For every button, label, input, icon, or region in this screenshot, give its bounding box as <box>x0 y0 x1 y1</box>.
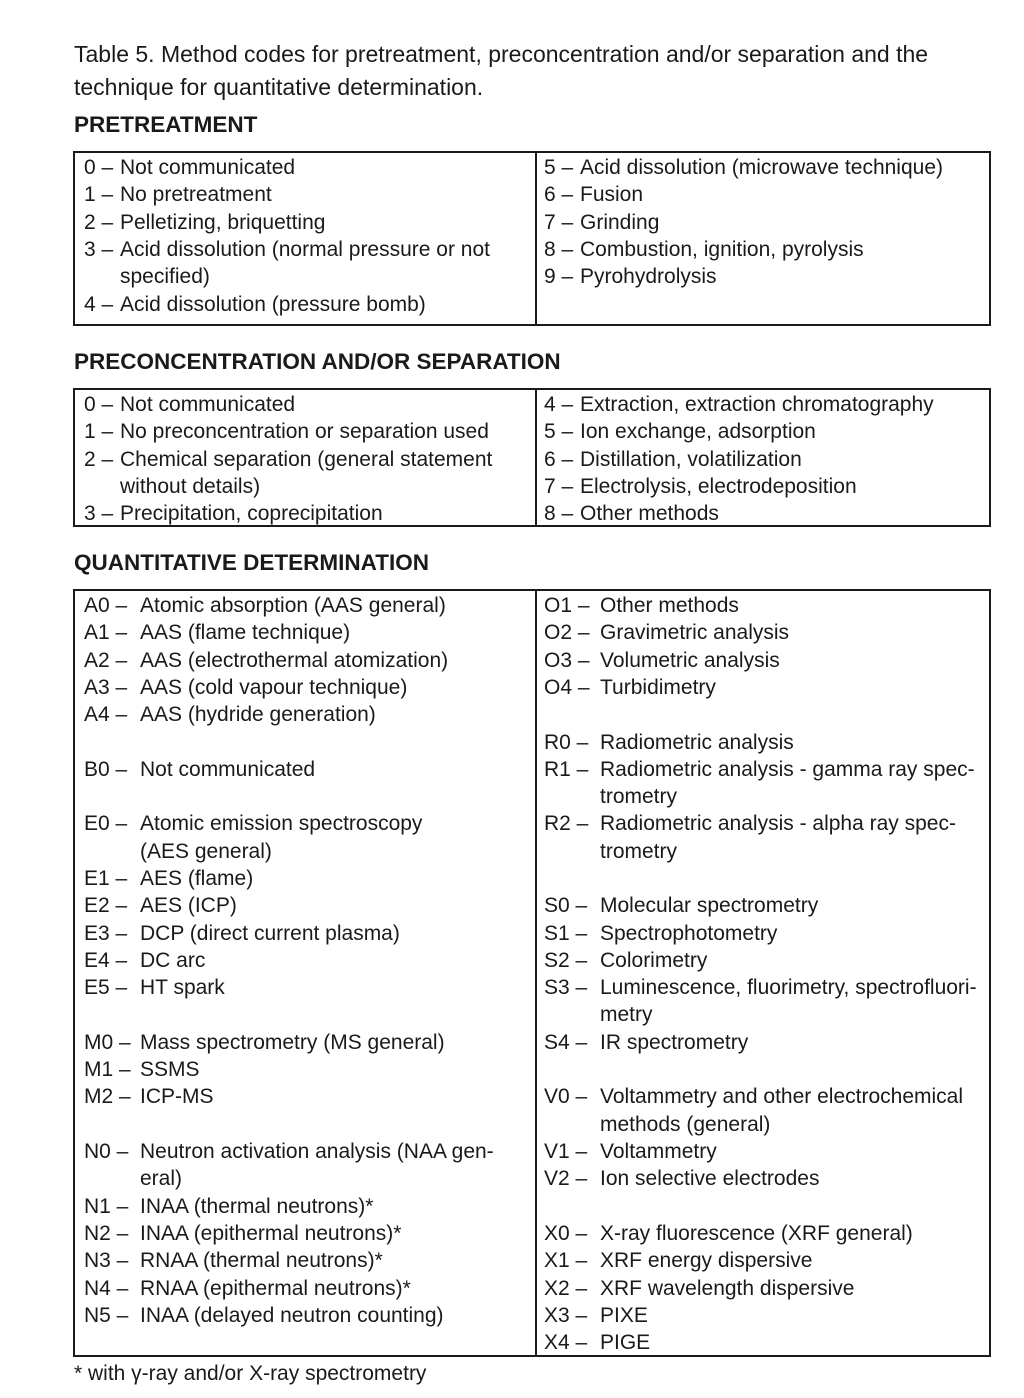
quantitative-right-row <box>544 947 707 974</box>
method-description: eral) <box>140 1167 183 1191</box>
method-code: 5 – <box>544 420 574 444</box>
method-code: E0 – <box>84 812 128 836</box>
method-description: X-ray fluorescence (XRF general) <box>600 1221 913 1245</box>
method-description: Radiometric analysis - gamma ray spec- <box>600 757 975 781</box>
quantitative-left-row <box>84 674 407 701</box>
method-description: RNAA (epithermal neutrons)* <box>140 1276 411 1300</box>
quantitative-left-row <box>84 701 376 728</box>
method-code: S1 – <box>544 921 588 945</box>
method-code: S2 – <box>544 948 588 972</box>
method-description: Ion exchange, adsorption <box>580 420 816 444</box>
quantitative-right-row <box>544 1275 854 1302</box>
quantitative-right-row <box>544 1220 913 1247</box>
pretreatment-right-row <box>544 209 659 236</box>
method-description: Grinding <box>580 210 660 234</box>
method-description: No pretreatment <box>120 183 272 207</box>
method-description: INAA (thermal neutrons)* <box>140 1194 374 1218</box>
preconcentration-left-row <box>84 418 489 445</box>
method-code: A2 – <box>84 648 128 672</box>
method-description: Extraction, extraction chromatography <box>580 393 934 416</box>
pretreatment-left-row <box>84 154 295 181</box>
pretreatment-table <box>73 151 991 326</box>
quantitative-left-row <box>84 619 350 646</box>
method-description: AES (flame) <box>140 867 254 890</box>
method-description: IR spectrometry <box>600 1030 749 1054</box>
method-code: N3 – <box>84 1249 129 1273</box>
quantitative-right-row <box>544 810 956 865</box>
method-description: Combustion, ignition, pyrolysis <box>580 237 864 261</box>
quantitative-right-row <box>544 1165 819 1192</box>
quantitative-left-row <box>84 1247 383 1274</box>
method-description: Chemical separation (general statement <box>120 447 493 471</box>
method-code: 4 – <box>84 292 114 316</box>
method-code: 8 – <box>544 237 574 261</box>
method-code: N2 – <box>84 1221 129 1245</box>
method-description: Other methods <box>600 594 739 617</box>
method-code: 2 – <box>84 210 114 234</box>
pretreatment-heading: PRETREATMENT <box>74 112 258 137</box>
preconcentration-right-row <box>544 473 857 500</box>
method-description: Acid dissolution (microwave technique) <box>580 156 943 179</box>
method-description: Fusion <box>580 183 644 207</box>
method-code: V2 – <box>544 1167 588 1191</box>
method-code: 1 – <box>84 183 114 207</box>
pretreatment-left-row <box>84 291 426 318</box>
method-description: PIXE <box>600 1303 648 1327</box>
method-description: Neutron activation analysis (NAA gen- <box>140 1140 494 1163</box>
method-description: Pyrohydrolysis <box>580 265 717 289</box>
method-description: No preconcentration or separation used <box>120 420 489 444</box>
method-code: S3 – <box>544 976 588 1000</box>
method-code: O2 – <box>544 621 590 645</box>
method-description: INAA (epithermal neutrons)* <box>140 1221 402 1245</box>
method-code: N4 – <box>84 1276 129 1300</box>
quantitative-right-row <box>544 1329 650 1356</box>
quantitative-left-row <box>84 1220 401 1247</box>
method-description: Voltammetry and other electrochemical <box>600 1085 963 1109</box>
pretreatment-right-row <box>544 154 943 181</box>
method-description: Acid dissolution (pressure bomb) <box>120 292 426 316</box>
method-description: without details) <box>120 474 261 498</box>
method-description: PIGE <box>600 1331 651 1355</box>
method-code: 1 – <box>84 420 114 444</box>
method-description: Ion selective electrodes <box>600 1167 820 1191</box>
pretreatment-right-column <box>535 153 989 324</box>
method-description: Atomic emission spectroscopy <box>140 812 423 836</box>
method-code: 3 – <box>84 502 114 526</box>
method-code: V0 – <box>544 1085 588 1109</box>
method-code: 0 – <box>84 393 114 416</box>
quantitative-right-row <box>544 1247 812 1274</box>
quantitative-heading: QUANTITATIVE DETERMINATION <box>74 550 429 575</box>
quantitative-right-row <box>544 756 975 811</box>
method-code: E1 – <box>84 867 128 890</box>
method-description: INAA (delayed neutron counting) <box>140 1303 444 1327</box>
method-code: 4 – <box>544 393 574 416</box>
preconcentration-table <box>73 388 991 527</box>
method-description: Voltammetry <box>600 1140 717 1163</box>
method-description: SSMS <box>140 1058 200 1082</box>
method-description: RNAA (thermal neutrons)* <box>140 1249 383 1273</box>
method-description: AAS (flame technique) <box>140 621 351 645</box>
method-code: R1 – <box>544 757 589 781</box>
pretreatment-right-row <box>544 181 643 208</box>
preconcentration-right-column <box>535 390 989 525</box>
quantitative-right-row <box>544 592 739 619</box>
preconcentration-right-row <box>544 391 934 418</box>
quantitative-left-row <box>84 810 422 865</box>
method-code: A0 – <box>84 594 128 617</box>
method-code: R0 – <box>544 730 589 754</box>
pretreatment-left-row <box>84 181 272 208</box>
quantitative-left-row <box>84 974 225 1001</box>
table-caption: Table 5. Method codes for pretreatment, preconcentration and/or separation and the technique for quantitative determination. <box>74 41 929 100</box>
method-code: S0 – <box>544 894 588 918</box>
method-code: X1 – <box>544 1249 588 1273</box>
method-description: Acid dissolution (normal pressure or not <box>120 237 491 261</box>
method-description: AES (ICP) <box>140 894 237 918</box>
preconcentration-right-row <box>544 446 802 473</box>
method-code: N1 – <box>84 1194 129 1218</box>
method-code: B0 – <box>84 757 128 781</box>
method-description: Not communicated <box>120 393 296 416</box>
method-code: E5 – <box>84 976 128 1000</box>
method-description: Radiometric analysis - alpha ray spec- <box>600 812 956 836</box>
quantitative-left-row <box>84 1193 373 1220</box>
method-code: 5 – <box>544 156 574 179</box>
method-code: S4 – <box>544 1030 588 1054</box>
method-description: trometry <box>600 785 678 809</box>
method-description: Gravimetric analysis <box>600 621 790 645</box>
method-description: Distillation, volatilization <box>580 447 802 471</box>
method-description: Molecular spectrometry <box>600 894 819 918</box>
method-code: 2 – <box>84 447 114 471</box>
method-code: A4 – <box>84 703 128 727</box>
method-description: Turbidimetry <box>600 675 716 699</box>
quantitative-left-row <box>84 947 205 974</box>
method-description: Not communicated <box>120 156 296 179</box>
method-code: 7 – <box>544 210 574 234</box>
quantitative-left-row <box>84 1302 444 1329</box>
pretreatment-right-row <box>544 236 864 263</box>
method-description: Luminescence, fluorimetry, spectrofluori- <box>600 976 977 1000</box>
preconcentration-right-row <box>544 500 719 527</box>
method-code: X2 – <box>544 1276 588 1300</box>
method-code: X4 – <box>544 1331 588 1355</box>
method-description: AAS (hydride generation) <box>140 703 376 727</box>
pretreatment-left-row <box>84 209 325 236</box>
method-code: 6 – <box>544 183 574 207</box>
quantitative-table <box>73 589 991 1357</box>
quantitative-left-column <box>75 591 537 1355</box>
quantitative-right-column <box>535 591 989 1355</box>
method-code: M0 – <box>84 1030 131 1054</box>
method-code: 0 – <box>84 156 114 179</box>
method-code: X3 – <box>544 1303 588 1327</box>
quantitative-right-row <box>544 647 780 674</box>
method-code: 3 – <box>84 237 114 261</box>
quantitative-left-row <box>84 1029 445 1056</box>
method-code: E2 – <box>84 894 128 918</box>
method-description: XRF energy dispersive <box>600 1249 813 1273</box>
method-description: ICP-MS <box>140 1085 214 1109</box>
quantitative-left-row <box>84 756 315 783</box>
quantitative-right-row <box>544 729 794 756</box>
quantitative-left-row <box>84 865 253 892</box>
method-description: methods (general) <box>600 1112 771 1136</box>
method-description: Colorimetry <box>600 948 708 972</box>
preconcentration-heading: PRECONCENTRATION AND/OR SEPARATION <box>74 349 561 374</box>
method-code: 6 – <box>544 447 574 471</box>
quantitative-left-row <box>84 647 448 674</box>
quantitative-left-row <box>84 1056 200 1083</box>
method-description: DC arc <box>140 948 206 972</box>
method-code: E4 – <box>84 948 128 972</box>
pretreatment-left-column <box>75 153 537 324</box>
pretreatment-left-row <box>84 236 490 291</box>
method-code: 9 – <box>544 265 574 289</box>
quantitative-right-row <box>544 892 818 919</box>
method-description: Pelletizing, briquetting <box>120 210 326 234</box>
footnote: * with γ-ray and/or X-ray spectrometry <box>74 1362 427 1385</box>
pretreatment-right-row <box>544 263 717 290</box>
quantitative-left-row <box>84 592 446 619</box>
method-code: A1 – <box>84 621 128 645</box>
method-description: Mass spectrometry (MS general) <box>140 1030 445 1054</box>
method-description: Volumetric analysis <box>600 648 780 672</box>
quantitative-right-row <box>544 1138 717 1165</box>
method-description: Precipitation, coprecipitation <box>120 502 383 526</box>
method-description: (AES general) <box>140 839 272 863</box>
quantitative-right-row <box>544 974 977 1029</box>
method-code: 8 – <box>544 502 574 526</box>
method-code: A3 – <box>84 675 128 699</box>
method-code: X0 – <box>544 1221 588 1245</box>
method-description: Other methods <box>580 502 719 526</box>
method-description: AAS (electrothermal atomization) <box>140 648 449 672</box>
preconcentration-right-row <box>544 418 816 445</box>
quantitative-left-row <box>84 892 237 919</box>
method-code: O1 – <box>544 594 590 617</box>
quantitative-left-row <box>84 1138 494 1193</box>
method-code: N5 – <box>84 1303 129 1327</box>
quantitative-left-row <box>84 1083 214 1110</box>
method-description: Spectrophotometry <box>600 921 778 945</box>
method-description: HT spark <box>140 976 225 1000</box>
method-description: DCP (direct current plasma) <box>140 921 400 945</box>
method-description: Atomic absorption (AAS general) <box>140 594 446 617</box>
quantitative-left-row <box>84 1275 411 1302</box>
method-description: AAS (cold vapour technique) <box>140 675 408 699</box>
method-description: Electrolysis, electrodeposition <box>580 474 857 498</box>
method-description: specified) <box>120 265 210 289</box>
method-code: N0 – <box>84 1140 129 1163</box>
quantitative-right-row <box>544 674 716 701</box>
quantitative-right-row <box>544 1029 748 1056</box>
method-code: 7 – <box>544 474 574 498</box>
quantitative-right-row <box>544 920 777 947</box>
method-description: trometry <box>600 839 678 863</box>
method-code: R2 – <box>544 812 589 836</box>
method-code: M1 – <box>84 1058 131 1082</box>
method-code: M2 – <box>84 1085 131 1109</box>
method-description: Not communicated <box>140 757 316 781</box>
quantitative-right-row <box>544 1302 648 1329</box>
method-description: XRF wavelength dispersive <box>600 1276 855 1300</box>
method-description: metry <box>600 1003 653 1027</box>
quantitative-right-row <box>544 1083 963 1138</box>
preconcentration-left-row <box>84 391 295 418</box>
method-code: O4 – <box>544 675 590 699</box>
method-description: Radiometric analysis <box>600 730 794 754</box>
quantitative-right-row <box>544 619 789 646</box>
preconcentration-left-row <box>84 500 383 527</box>
preconcentration-left-row <box>84 446 492 501</box>
preconcentration-left-column <box>75 390 537 525</box>
method-code: O3 – <box>544 648 590 672</box>
method-code: E3 – <box>84 921 128 945</box>
quantitative-left-row <box>84 920 400 947</box>
method-code: V1 – <box>544 1140 588 1163</box>
